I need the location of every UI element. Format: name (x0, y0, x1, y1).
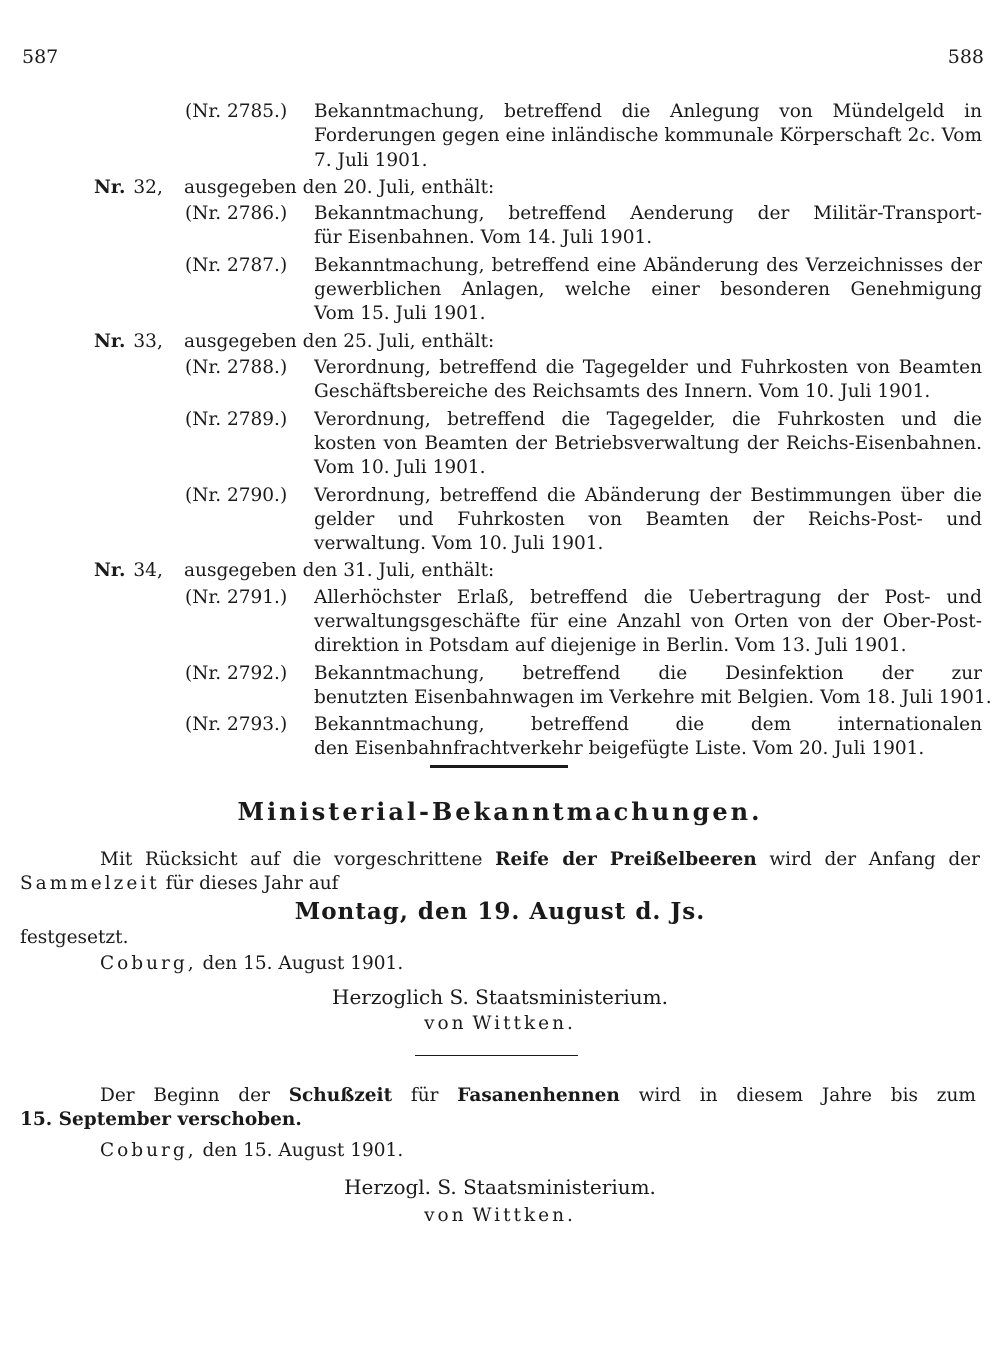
notice-1-date-text: den 15. August 1901. (202, 953, 404, 974)
issue-nr-value: 34, (133, 560, 163, 582)
notice-2-highlight: Fasanenhennen (457, 1085, 620, 1106)
entry-reference: (Nr. 2790.) (185, 484, 288, 506)
notice-2-place: Coburg, (100, 1140, 197, 1161)
entry-reference: (Nr. 2789.) (185, 408, 288, 430)
notice-1-fixed: festgesetzt. (20, 927, 129, 948)
entry-text-line: gelder und Fuhrkosten von Beamten der Reichs-Post- und (314, 508, 982, 530)
section-rule (430, 765, 568, 768)
notice-2-line-2: 15. September verschoben. (20, 1109, 302, 1130)
issue-nr-label: Nr. (94, 330, 126, 352)
notice-1-date: Montag, den 19. August d. Js. (294, 898, 706, 925)
entry-text-line: direktion in Potsdam auf diejenige in Berlin. Vom 13. Juli 1901. (314, 635, 907, 657)
entry-text-line: Bekanntmachung, betreffend die Desinfektion der zur (314, 662, 982, 684)
issue-number (94, 559, 163, 583)
entry-reference: (Nr. 2788.) (185, 357, 288, 378)
entry-text-line: verwaltung. Vom 10. Juli 1901. (314, 533, 604, 555)
notice-1-text: für dieses Jahr auf (165, 873, 339, 894)
entry-reference: (Nr. 2791.) (185, 586, 288, 608)
notice-2-line-1 (100, 1084, 976, 1108)
entry-text-line: gewerblichen Anlagen, welche einer besonderen Genehmigung (314, 279, 982, 301)
notice-2-text: Der Beginn der (100, 1085, 270, 1106)
issue-date: ausgegeben den 20. Juli, enthält: (184, 176, 495, 198)
issue-date: ausgegeben den 25. Juli, enthält: (184, 330, 495, 352)
entry-text-line: Vom 10. Juli 1901. (314, 457, 486, 479)
entry-text-line: den Eisenbahnfrachtverkehr beigefügte Liste. Vom 20. Juli 1901. (314, 738, 925, 760)
entry-text-line: Verordnung, betreffend die Tagegelder und Fuhrkosten von Beamten (314, 357, 982, 378)
entry-text-line: Bekanntmachung, betreffend Aenderung der Militär-Transport- (314, 203, 982, 225)
notice-1-ministry: Herzoglich S. Staatsministerium. (332, 985, 668, 1009)
entry-text-line: Verordnung, betreffend die Tagegelder, die Fuhrkosten und die (314, 408, 982, 430)
notice-1-signer-prefix: von (424, 1013, 467, 1034)
notice-2-ministry: Herzogl. S. Staatsministerium. (344, 1175, 656, 1199)
notice-2-place-date (100, 1139, 403, 1163)
notice-2-text: wird in diesem Jahre bis zum (638, 1085, 976, 1106)
notice-1-place: Coburg, (100, 953, 197, 974)
section-heading: Ministerial-Bekanntmachungen. (237, 797, 763, 826)
notice-separator (415, 1055, 578, 1056)
entry-text-line: für Eisenbahnen. Vom 14. Juli 1901. (314, 227, 653, 249)
issue-number (94, 330, 163, 354)
notice-2-highlight: Schußzeit (288, 1085, 393, 1106)
notice-2-signer-name: Wittken. (472, 1205, 576, 1226)
notice-2-text: für (410, 1085, 439, 1106)
issue-number (94, 176, 163, 200)
entry-text-line: Bekanntmachung, betreffend eine Abänderung des Verzeichnisses der (314, 254, 982, 276)
entry-text-line: Forderungen gegen eine inländische kommunale Körperschaft 2c. Vom (314, 125, 982, 147)
issue-nr-value: 32, (133, 176, 163, 198)
notice-1-text: Mit Rücksicht auf die vorgeschrittene (100, 849, 483, 870)
notice-2-signer-prefix: von (424, 1205, 467, 1226)
notice-2-signer (0, 1205, 1000, 1226)
entry-text-line: Allerhöchster Erlaß, betreffend die Uebertragung der Post- und (314, 586, 982, 608)
notice-2-date-text: den 15. August 1901. (202, 1140, 404, 1161)
entry-reference: (Nr. 2793.) (185, 714, 288, 736)
entry-text-line: Vom 15. Juli 1901. (314, 303, 486, 325)
entry-text-line: kosten von Beamten der Betriebsverwaltung der Reichs-Eisenbahnen. (314, 432, 982, 454)
notice-1-text: wird der Anfang der (769, 849, 980, 870)
notice-1-signer-name: Wittken. (472, 1013, 576, 1034)
entry-text-line: Geschäftsbereiche des Reichsamts des Innern. Vom 10. Juli 1901. (314, 381, 931, 403)
entry-text-line: Bekanntmachung, betreffend die dem internationalen (314, 714, 982, 736)
entry-text-line: Bekanntmachung, betreffend die Anlegung von Mündelgeld in (314, 101, 982, 122)
notice-1-signer (0, 1013, 1000, 1034)
entry-text-line: verwaltungsgeschäfte für eine Anzahl von Orten von der Ober-Post- (314, 610, 982, 632)
issue-nr-value: 33, (133, 330, 163, 352)
page-number-left: 587 (22, 46, 59, 68)
entry-reference: (Nr. 2786.) (185, 203, 288, 225)
issue-nr-label: Nr. (94, 176, 126, 198)
entry-text-line: Verordnung, betreffend die Abänderung der Bestimmungen über die (314, 484, 982, 506)
notice-1-line-2 (20, 872, 338, 896)
entry-reference: (Nr. 2785.) (185, 101, 288, 122)
entry-text-line: benutzten Eisenbahnwagen im Verkehre mit Belgien. Vom 18. Juli 1901. (314, 686, 992, 708)
notice-1-highlight: Reife der Preißelbeeren (495, 849, 757, 870)
notice-1-spaced-word: Sammelzeit (20, 873, 160, 894)
notice-1-line-1 (100, 848, 980, 872)
issue-date: ausgegeben den 31. Juli, enthält: (184, 560, 495, 582)
notice-1-place-date (100, 952, 403, 976)
entry-text-line: 7. Juli 1901. (314, 149, 428, 171)
issue-nr-label: Nr. (94, 560, 126, 582)
entry-reference: (Nr. 2787.) (185, 254, 288, 276)
entry-reference: (Nr. 2792.) (185, 662, 288, 684)
page-number-right: 588 (947, 46, 984, 68)
